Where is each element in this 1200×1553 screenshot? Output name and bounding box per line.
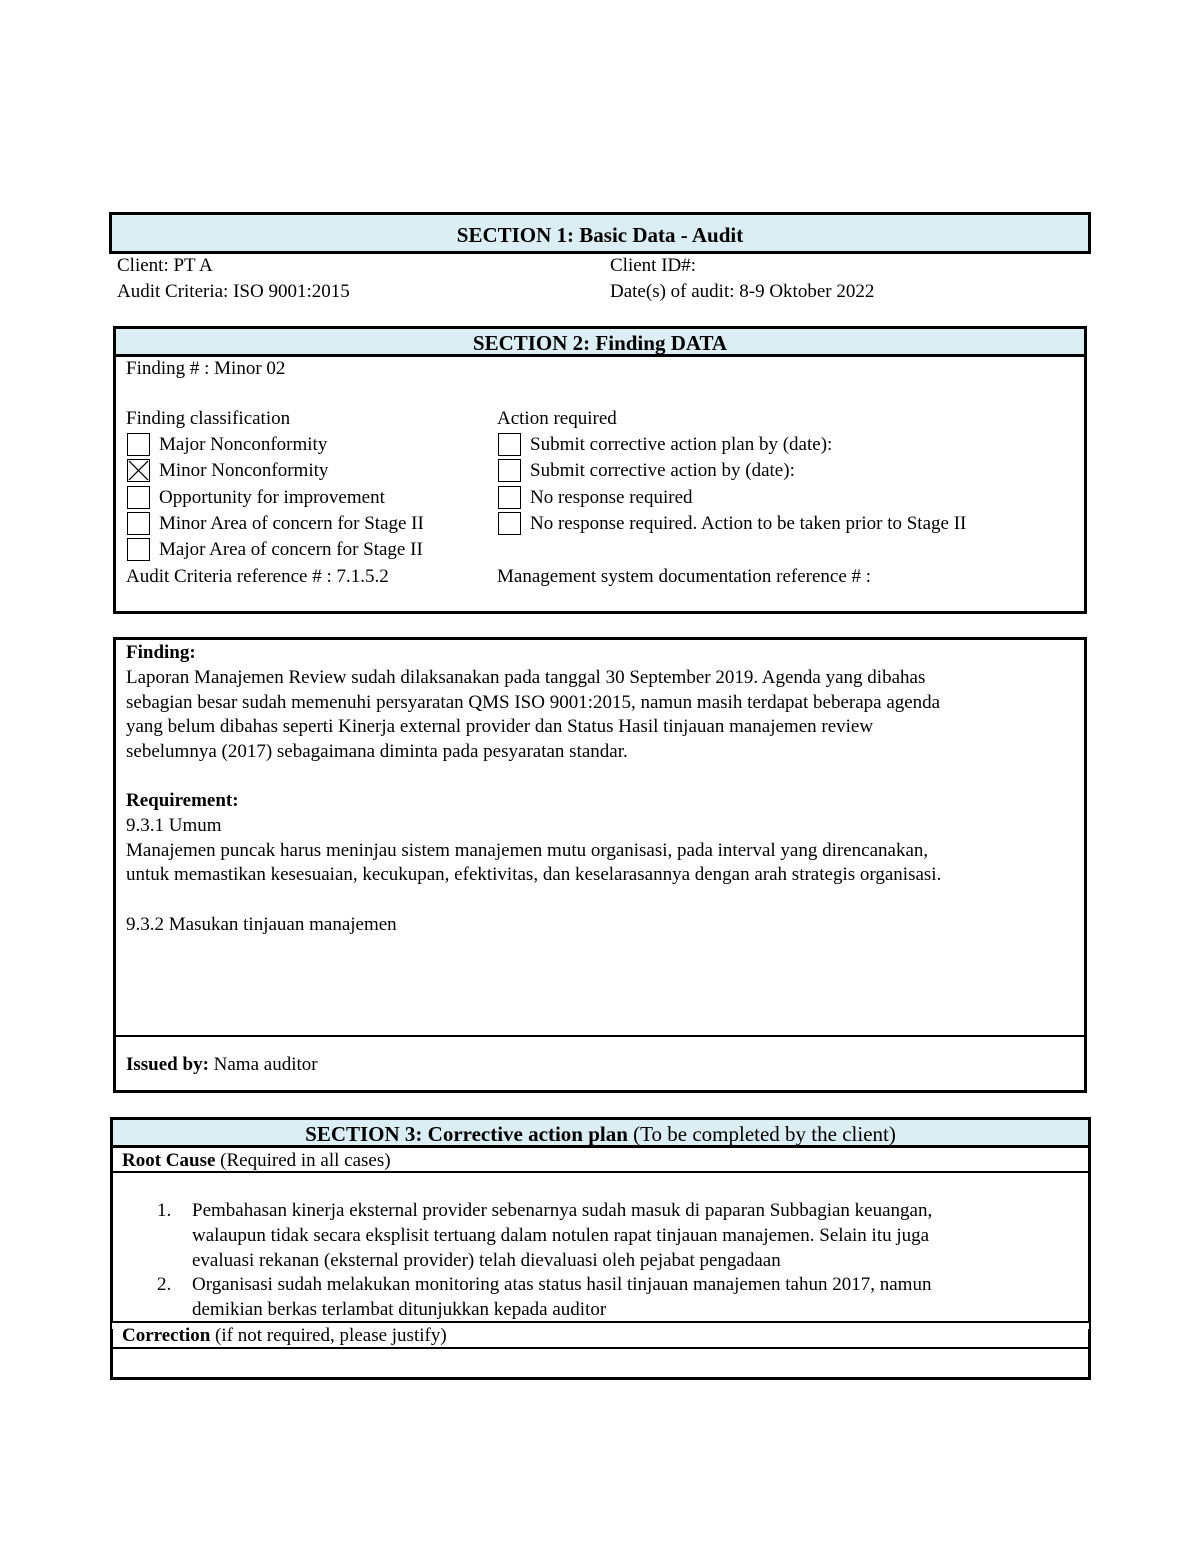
- requirement-line: Manajemen puncak harus meninjau sistem manajemen mutu organisasi, pada interval yang direncanakan,: [126, 840, 929, 861]
- action-label: No response required. Action to be taken prior to Stage II: [530, 512, 967, 534]
- root-cause-line: demikian berkas terlambat ditunjukkan kepada auditor: [192, 1299, 607, 1320]
- correction-divider: [112, 1347, 1089, 1349]
- root-cause-line: Organisasi sudah melakukan monitoring atas status hasil tinjauan manajemen tahun 2017, namun: [192, 1274, 932, 1295]
- issued-by: [126, 1052, 318, 1078]
- requirement-line: 9.3.1 Umum: [126, 815, 222, 836]
- root-cause-title: Root Cause: [122, 1150, 216, 1171]
- finding-line: Laporan Manajemen Review sudah dilaksanakan pada tanggal 30 September 2019. Agenda yang dibahas: [126, 667, 926, 688]
- issued-by-label: Issued by:: [126, 1054, 209, 1075]
- section2-header: [113, 326, 1087, 357]
- finding-line: sebagian besar sudah memenuhi persyaratan QMS ISO 9001:2015, namun masih terdapat beberapa agenda: [126, 692, 941, 713]
- checked-x-icon: [128, 460, 149, 481]
- classification-label: Major Nonconformity: [159, 434, 328, 455]
- correction-label: [122, 1323, 447, 1349]
- list-number: 1.: [157, 1200, 172, 1221]
- requirement-subclause: 9.3.2 Masukan tinjauan manajemen: [126, 914, 397, 935]
- classification-checkbox[interactable]: [127, 433, 150, 456]
- classification-checkbox[interactable]: [127, 486, 150, 509]
- classification-label: Minor Nonconformity: [159, 460, 329, 482]
- classification-checkbox[interactable]: [127, 512, 150, 535]
- classification-label: Major Area of concern for Stage II: [159, 539, 423, 561]
- issued-by-value: Nama auditor: [213, 1054, 318, 1075]
- section3-header: [110, 1117, 1091, 1148]
- root-cause-divider: [112, 1171, 1089, 1173]
- section1-header: [109, 212, 1091, 254]
- root-cause-line: evaluasi rekanan (eksternal provider) telah dievaluasi oleh pejabat pengadaan: [192, 1250, 781, 1271]
- action-label: Submit corrective action by (date):: [530, 460, 795, 482]
- section1-title: SECTION 1: Basic Data - Audit: [456, 223, 744, 247]
- requirement-heading: Requirement:: [126, 790, 239, 811]
- classification-label: Minor Area of concern for Stage II: [159, 512, 424, 534]
- client-id: Client ID#:: [610, 255, 697, 276]
- correction-title: Correction: [122, 1325, 211, 1346]
- documentation-reference: Management system documentation reference # :: [497, 566, 872, 587]
- classification-checkbox[interactable]: [127, 538, 150, 561]
- client-name: Client: PT A: [117, 255, 213, 276]
- finding-number: Finding # : Minor 02: [126, 358, 286, 379]
- action-checkbox[interactable]: [498, 512, 521, 535]
- root-cause-line: Pembahasan kinerja eksternal provider sebenarnya sudah masuk di paparan Subbagian keuangan,: [192, 1200, 933, 1221]
- audit-criteria: Audit Criteria: ISO 9001:2015: [117, 281, 350, 302]
- list-number: 2.: [157, 1274, 172, 1295]
- root-cause-line: walaupun tidak secara eksplisit tertuang dalam notulen rapat tinjauan manajemen. Selain itu juga: [192, 1225, 930, 1246]
- finding-line: sebelumnya (2017) sebagaimana diminta pada pesyaratan standar.: [126, 741, 628, 762]
- section3-title: SECTION 3: Corrective action plan: [305, 1122, 628, 1146]
- correction-note: (if not required, please justify): [215, 1325, 447, 1346]
- action-checkbox[interactable]: [498, 486, 521, 509]
- section3-subtitle: (To be completed by the client): [633, 1122, 896, 1146]
- action-checkbox[interactable]: [498, 459, 521, 482]
- finding-divider: [115, 1035, 1085, 1037]
- action-checkbox[interactable]: [498, 433, 521, 456]
- finding-line: yang belum dibahas seperti Kinerja external provider dan Status Hasil tinjauan manajemen review: [126, 716, 874, 737]
- section2-title: SECTION 2: Finding DATA: [472, 331, 728, 355]
- action-required-label: Action required: [497, 408, 617, 429]
- action-label: Submit corrective action plan by (date):: [530, 434, 833, 455]
- root-cause-note: (Required in all cases): [220, 1150, 391, 1171]
- classification-label: Opportunity for improvement: [159, 486, 385, 508]
- finding-heading: Finding:: [126, 642, 196, 663]
- requirement-line: untuk memastikan kesesuaian, kecukupan, efektivitas, dan keselarasannya dengan arah strategis organisasi.: [126, 864, 942, 885]
- classification-checkbox[interactable]: [127, 459, 150, 482]
- criteria-reference: Audit Criteria reference # : 7.1.5.2: [126, 566, 389, 587]
- action-label: No response required: [530, 486, 693, 508]
- classification-label: Finding classification: [126, 408, 291, 429]
- audit-dates: Date(s) of audit: 8-9 Oktober 2022: [610, 281, 875, 302]
